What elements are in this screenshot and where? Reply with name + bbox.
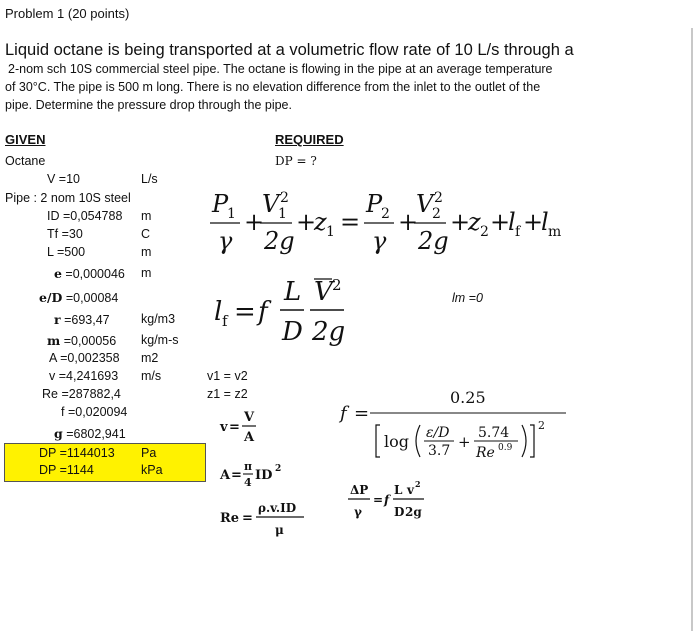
- svg-text:+: +: [490, 208, 511, 236]
- given-density-unit: kg/m3: [141, 312, 176, 326]
- energy-equation: [208, 185, 588, 260]
- svg-text:+: +: [450, 208, 471, 236]
- svg-text:γ: γ: [218, 227, 233, 255]
- given-area: A =0,002358: [49, 351, 120, 365]
- given-header: GIVEN: [5, 132, 46, 147]
- svg-text:m: m: [548, 224, 562, 240]
- reynolds-equation: [218, 496, 313, 541]
- svg-text:f: f: [515, 224, 521, 240]
- epsilon-symbol: e: [54, 266, 62, 281]
- svg-text:=: =: [229, 420, 240, 435]
- result-unit-kpa: kPa: [141, 463, 163, 477]
- given-pipe: Pipe : 2 nom 10S steel: [5, 191, 131, 205]
- elevation-equal-note: z1 = z2: [207, 387, 248, 401]
- svg-text:+: +: [398, 208, 419, 236]
- svg-text:+: +: [296, 208, 317, 236]
- svg-text:=: =: [231, 468, 242, 483]
- result-pressure-drop-kpa: DP =1144: [39, 463, 94, 477]
- svg-text:μ: μ: [275, 523, 284, 537]
- given-roughness-unit: m: [141, 266, 152, 280]
- given-friction-factor: f =0,020094: [61, 405, 128, 419]
- svg-text:V: V: [262, 190, 280, 218]
- relative-roughness-symbol: e/D: [39, 290, 63, 305]
- required-header: REQUIRED: [275, 132, 344, 147]
- svg-text:γ: γ: [372, 227, 387, 255]
- head-loss-equation: [212, 270, 362, 350]
- svg-text:1: 1: [326, 224, 335, 240]
- svg-text:L: L: [284, 277, 302, 307]
- svg-text:ρ.v.ID: ρ.v.ID: [258, 501, 297, 515]
- given-temperature: Tf =30: [47, 227, 83, 241]
- statement-line-4: pipe. Determine the pressure drop through the pipe.: [5, 98, 292, 112]
- svg-text:f: f: [222, 312, 228, 330]
- svg-text:γ: γ: [354, 505, 362, 519]
- given-flow-rate-unit: L/s: [141, 172, 158, 186]
- svg-text:2: 2: [434, 190, 443, 206]
- result-unit-pa: Pa: [141, 446, 157, 460]
- svg-text:=: =: [242, 511, 253, 526]
- given-inner-diameter: ID =0,054788: [47, 209, 123, 223]
- svg-text:ID: ID: [255, 468, 273, 483]
- given-inner-diameter-unit: m: [141, 209, 152, 223]
- statement-line-3: of 30°C. The pipe is 500 m long. There is no elevation difference from the inlet to the outlet of the: [5, 80, 541, 94]
- velocity-equal-note: v1 = v2: [207, 369, 248, 383]
- svg-text:f: f: [384, 493, 390, 507]
- svg-text:ε/D: ε/D: [426, 425, 450, 441]
- svg-text:2: 2: [480, 224, 489, 240]
- svg-text:Re: Re: [476, 445, 495, 461]
- svg-text:+: +: [523, 208, 544, 236]
- svg-text:V: V: [314, 277, 333, 307]
- svg-text:l: l: [214, 297, 223, 327]
- svg-text:4: 4: [244, 476, 252, 489]
- pressure-drop-equation: [348, 478, 438, 528]
- svg-text:ΔP: ΔP: [350, 483, 369, 497]
- svg-text:l: l: [541, 208, 549, 236]
- svg-text:A: A: [244, 430, 255, 445]
- minor-loss-note: lm =0: [452, 291, 483, 305]
- given-area-unit: m2: [141, 351, 159, 365]
- given-length: L =500: [47, 245, 86, 259]
- svg-text:D: D: [282, 317, 303, 347]
- svg-text:5.74: 5.74: [478, 425, 510, 441]
- given-velocity: v =4,241693: [49, 369, 119, 383]
- gamma-symbol: g: [54, 426, 63, 441]
- svg-text:2g: 2g: [405, 505, 422, 519]
- given-flow-rate: V =10: [47, 172, 81, 186]
- svg-text:A: A: [220, 468, 231, 483]
- svg-text:Re: Re: [220, 511, 240, 526]
- svg-text:V: V: [416, 190, 434, 218]
- svg-text:v: v: [407, 483, 414, 497]
- svg-text:2g: 2g: [264, 227, 295, 255]
- svg-text:0.9: 0.9: [498, 443, 513, 453]
- mu-symbol: m: [47, 333, 61, 348]
- svg-text:3.7: 3.7: [428, 443, 451, 459]
- statement-line-2: 2-nom sch 10S commercial steel pipe. The octane is flowing in the pipe at an average temperature: [8, 62, 553, 76]
- svg-text:2g: 2g: [312, 317, 346, 347]
- svg-text:2: 2: [275, 464, 282, 474]
- svg-text:=: =: [340, 208, 361, 236]
- svg-text:π: π: [244, 460, 253, 473]
- area-equation: [218, 455, 298, 495]
- rho-symbol: r: [54, 312, 61, 327]
- given-reynolds: Re =287882,4: [42, 387, 121, 401]
- given-density: r =693,47: [54, 312, 110, 327]
- svg-text:L: L: [394, 483, 403, 497]
- scroll-edge: [691, 28, 693, 631]
- svg-text:P: P: [366, 190, 383, 218]
- svg-text:2: 2: [332, 276, 342, 294]
- svg-text:P: P: [212, 190, 229, 218]
- svg-text:1: 1: [227, 206, 236, 222]
- svg-text:+: +: [458, 433, 471, 451]
- given-length-unit: m: [141, 245, 152, 259]
- svg-text:+: +: [244, 208, 265, 236]
- friction-factor-equation: [338, 385, 578, 465]
- statement-line-1: Liquid octane is being transported at a volumetric flow rate of 10 L/s through a: [5, 41, 574, 59]
- svg-text:z: z: [314, 208, 327, 236]
- svg-text:l: l: [508, 208, 516, 236]
- svg-text:2: 2: [415, 479, 421, 489]
- given-temperature-unit: C: [141, 227, 151, 241]
- svg-text:2g: 2g: [418, 227, 449, 255]
- given-specific-weight: g =6802,941: [54, 426, 126, 441]
- svg-text:=: =: [234, 297, 256, 327]
- svg-text:log: log: [384, 432, 409, 451]
- svg-text:2: 2: [280, 190, 289, 206]
- given-viscosity: m =0,00056: [47, 333, 117, 348]
- given-viscosity-unit: kg/m-s: [141, 333, 179, 347]
- given-roughness: e =0,000046: [54, 266, 125, 281]
- given-fluid: Octane: [5, 154, 46, 168]
- given-relative-roughness: e/D =0,00084: [39, 290, 119, 305]
- required-item: DP = ?: [275, 154, 317, 168]
- svg-text:=: =: [354, 403, 370, 424]
- svg-text:f: f: [258, 297, 268, 327]
- velocity-equation: [218, 405, 268, 455]
- svg-text:2: 2: [432, 206, 441, 222]
- svg-text:v: v: [220, 420, 228, 435]
- svg-text:=: =: [373, 493, 384, 507]
- svg-text:2: 2: [381, 206, 390, 222]
- svg-text:z: z: [468, 208, 481, 236]
- svg-text:2: 2: [538, 419, 545, 432]
- svg-text:D: D: [394, 505, 405, 519]
- given-velocity-unit: m/s: [141, 369, 162, 383]
- problem-title: Problem 1 (20 points): [5, 6, 130, 21]
- result-pressure-drop-pa: DP =1144013: [39, 446, 115, 460]
- svg-text:V: V: [244, 410, 255, 425]
- problem-statement: [5, 40, 625, 114]
- svg-text:f: f: [340, 403, 347, 424]
- svg-text:1: 1: [278, 206, 287, 222]
- svg-text:0.25: 0.25: [450, 388, 486, 407]
